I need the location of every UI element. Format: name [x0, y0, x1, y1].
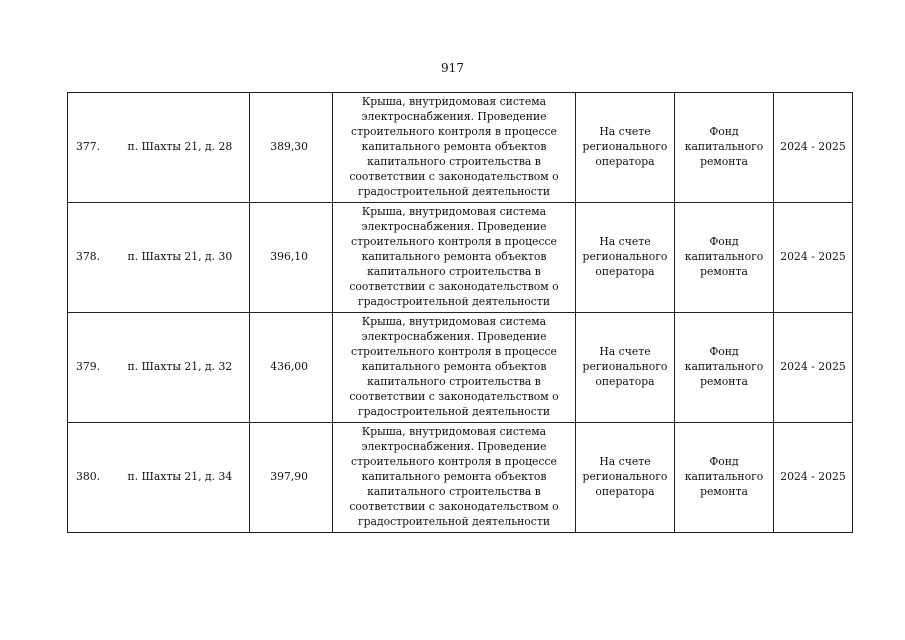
fund-cell: [675, 423, 774, 533]
account-text: На счете регионального оператора: [582, 235, 668, 278]
account-text: На счете регионального оператора: [582, 125, 668, 168]
table-row: [68, 203, 853, 313]
table-row: [68, 313, 853, 423]
table-row: [68, 423, 853, 533]
address-cell: п. Шахты 21, д. 28: [120, 93, 250, 203]
address-cell: п. Шахты 21, д. 30: [120, 203, 250, 313]
area-cell: 397,90: [250, 423, 333, 533]
account-cell: [576, 313, 675, 423]
description-cell: [333, 313, 576, 423]
fund-text: Фонд капитального ремонта: [684, 455, 764, 498]
row-number: 379.: [68, 313, 120, 423]
description-text: Крыша, внутридомовая система электроснабжения. Проведение строительного контроля в процессе капитального ремонта объектов капитального строительства в соответствии с законодательством о градостроительной деятельности: [349, 205, 559, 308]
address-cell: п. Шахты 21, д. 34: [120, 423, 250, 533]
description-cell: [333, 423, 576, 533]
row-number: 378.: [68, 203, 120, 313]
description-cell: [333, 203, 576, 313]
row-number: 377.: [68, 93, 120, 203]
account-text: На счете регионального оператора: [582, 345, 668, 388]
period-cell: 2024 - 2025: [774, 313, 853, 423]
account-cell: [576, 203, 675, 313]
period-cell: 2024 - 2025: [774, 203, 853, 313]
description-text: Крыша, внутридомовая система электроснабжения. Проведение строительного контроля в процессе капитального ремонта объектов капитального строительства в соответствии с законодательством о градостроительной деятельности: [349, 95, 559, 198]
description-text: Крыша, внутридомовая система электроснабжения. Проведение строительного контроля в процессе капитального ремонта объектов капитального строительства в соответствии с законодательством о градостроительной деятельности: [349, 315, 559, 418]
fund-cell: [675, 313, 774, 423]
account-cell: [576, 93, 675, 203]
fund-text: Фонд капитального ремонта: [684, 125, 764, 168]
description-cell: [333, 93, 576, 203]
page-number: 917: [441, 61, 464, 75]
fund-cell: [675, 93, 774, 203]
area-cell: 389,30: [250, 93, 333, 203]
account-text: На счете регионального оператора: [582, 455, 668, 498]
address-cell: п. Шахты 21, д. 32: [120, 313, 250, 423]
fund-text: Фонд капитального ремонта: [684, 235, 764, 278]
row-number: 380.: [68, 423, 120, 533]
period-cell: 2024 - 2025: [774, 93, 853, 203]
repair-schedule-table: [67, 92, 853, 533]
fund-cell: [675, 203, 774, 313]
area-cell: 396,10: [250, 203, 333, 313]
period-cell: 2024 - 2025: [774, 423, 853, 533]
description-text: Крыша, внутридомовая система электроснабжения. Проведение строительного контроля в процессе капитального ремонта объектов капитального строительства в соответствии с законодательством о градостроительной деятельности: [349, 425, 559, 528]
account-cell: [576, 423, 675, 533]
table-row: [68, 93, 853, 203]
area-cell: 436,00: [250, 313, 333, 423]
fund-text: Фонд капитального ремонта: [684, 345, 764, 388]
